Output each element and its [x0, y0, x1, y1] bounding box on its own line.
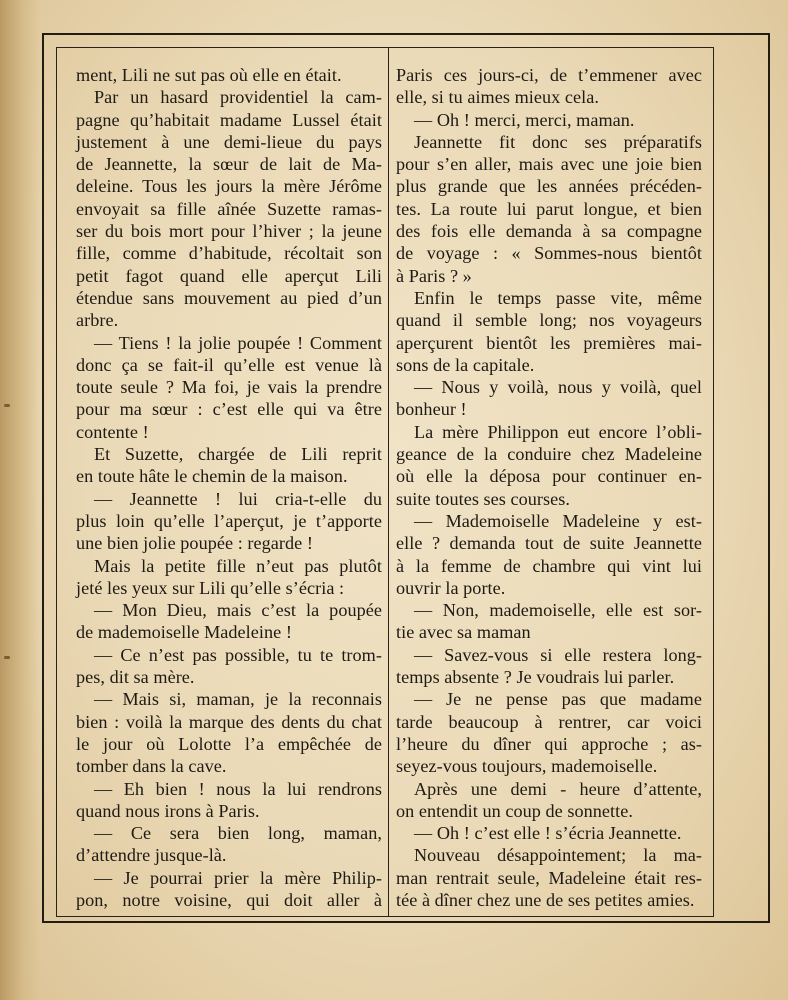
text-line: man rentrait seule, Madeleine était res- [396, 867, 702, 888]
text-line: — Tiens ! la jolie poupée ! Comment [94, 332, 382, 353]
text-line: de Jeannette, la sœur de lait de Ma- [76, 154, 382, 175]
text-line: Mais la petite fille n’eut pas plutôt [94, 555, 382, 576]
text-line: l’heure du dîner qui approche ; as- [396, 733, 702, 754]
text-line: deleine. Tous les jours la mère Jérôme [76, 176, 382, 197]
text-line: aperçurent bientôt les premières mai- [396, 332, 702, 353]
text-line: où elle la déposa pour continuer en- [396, 466, 702, 487]
text-line: des fois elle demanda à sa compagne [396, 221, 702, 242]
text-line: pagne qu’habitait madame Lussel était [76, 109, 382, 130]
binding-mark [4, 656, 10, 659]
text-line: elle, si tu aimes mieux cela. [396, 87, 599, 108]
text-line: tie avec sa maman [396, 622, 531, 643]
text-line: quand il semble long; nos voyageurs [396, 310, 702, 331]
text-line: Après une demi - heure d’attente, [414, 778, 702, 799]
text-line: plus grande que les années précéden- [396, 176, 702, 197]
text-line: tée à dîner chez une de ses petites amies. [396, 889, 695, 910]
text-line: — Mademoiselle Madeleine y est- [414, 510, 702, 531]
text-line: — Mon Dieu, mais c’est la poupée [94, 600, 382, 621]
text-line: temps absente ? Je voudrais lui parler. [396, 667, 675, 688]
text-line: contente ! [76, 421, 149, 442]
text-line: — Savez-vous si elle restera long- [414, 644, 702, 665]
text-line: pon, notre voisine, qui doit aller à [76, 889, 382, 910]
text-line: Jeannette fit donc ses préparatifs [414, 131, 702, 152]
text-line: pour ma sœur : c’est elle qui va être [76, 399, 382, 420]
text-line: — Ce sera bien long, maman, [94, 823, 382, 844]
column-divider [388, 47, 389, 917]
text-line: une bien jolie poupée : regarde ! [76, 533, 313, 554]
text-line: quand nous irons à Paris. [76, 800, 260, 821]
text-line: à la femme de chambre qui vint lui [396, 555, 702, 576]
text-line: tes. La route lui parut longue, et bien [396, 198, 702, 219]
text-line: Nouveau désappointement; la ma- [414, 845, 702, 866]
right-column [396, 64, 702, 911]
text-line: — Je pourrai prier la mère Philip- [94, 867, 382, 888]
text-line: envoyait sa fille aînée Suzette ramas- [76, 198, 382, 219]
text-line: à Paris ? » [396, 265, 472, 286]
text-line: le jour où Lolotte l’a empêchée de [76, 733, 382, 754]
text-line: — Eh bien ! nous la lui rendrons [94, 778, 382, 799]
text-line: — Oh ! merci, merci, maman. [414, 109, 635, 130]
text-line: ouvrir la porte. [396, 577, 506, 598]
text-line: de voyage : « Sommes-nous bientôt [396, 243, 702, 264]
text-line: justement à une demi-lieue du pays [76, 131, 382, 152]
text-line: ment, Lili ne sut pas où elle en était. [76, 65, 342, 85]
text-line: en toute hâte le chemin de la maison. [76, 466, 348, 487]
text-line: sons de la capitale. [396, 354, 535, 375]
text-line: tarde beaucoup à rentrer, car voici [396, 711, 702, 732]
text-line: arbre. [76, 310, 119, 331]
text-line: tomber dans la cave. [76, 756, 227, 777]
text-line: Enfin le temps passe vite, même [414, 287, 702, 308]
text-line: — Jeannette ! lui cria-t-elle du [94, 488, 382, 509]
text-line: elle ? demanda tout de suite Jeannette [396, 533, 702, 554]
text-line: Paris ces jours-ci, de t’emmener avec [396, 65, 702, 85]
text-line: bien : voilà la marque des dents du chat [76, 711, 382, 732]
text-line: toute seule ? Ma foi, je vais la prendre [76, 377, 382, 398]
text-line: Et Suzette, chargée de Lili reprit [94, 444, 382, 465]
text-line: Par un hasard providentiel la cam- [94, 87, 382, 108]
binding-edge [0, 0, 40, 1000]
text-line: — Oh ! c’est elle ! s’écria Jeannette. [414, 823, 682, 844]
text-line: pour s’en aller, mais avec une joie bien [396, 154, 702, 175]
text-line: seyez-vous toujours, mademoiselle. [396, 756, 658, 777]
text-line: on entendit un coup de sonnette. [396, 800, 633, 821]
left-column [76, 64, 382, 911]
text-line: — Non, mademoiselle, elle est sor- [414, 600, 702, 621]
text-line: La mère Philippon eut encore l’obli- [414, 421, 702, 442]
text-line: — Ce n’est pas possible, tu te trom- [94, 644, 382, 665]
text-line: — Nous y voilà, nous y voilà, quel [414, 377, 702, 398]
text-line: suite toutes ses courses. [396, 488, 571, 509]
text-line: pes, dit sa mère. [76, 667, 195, 688]
binding-mark [4, 404, 10, 407]
text-line: jeté les yeux sur Lili qu’elle s’écria : [76, 577, 345, 598]
text-line: fille, comme d’habitude, récoltait son [76, 243, 382, 264]
text-line: donc ça se fait-il qu’elle est venue là [76, 354, 382, 375]
text-line: geance de la conduire chez Madeleine [396, 444, 702, 465]
text-line: petit fagot quand elle aperçut Lili [76, 265, 382, 286]
text-line: ser du bois mort pour l’hiver ; la jeune [76, 221, 382, 242]
text-line: — Je ne pense pas que madame [414, 689, 702, 710]
text-line: bonheur ! [396, 399, 467, 420]
text-line: d’attendre jusque-là. [76, 845, 227, 866]
text-line: plus loin qu’elle l’aperçut, je t’apporte [76, 510, 382, 531]
text-line: de mademoiselle Madeleine ! [76, 622, 292, 643]
text-line: — Mais si, maman, je la reconnais [94, 689, 382, 710]
text-line: étendue sans mouvement au pied d’un [76, 287, 382, 308]
